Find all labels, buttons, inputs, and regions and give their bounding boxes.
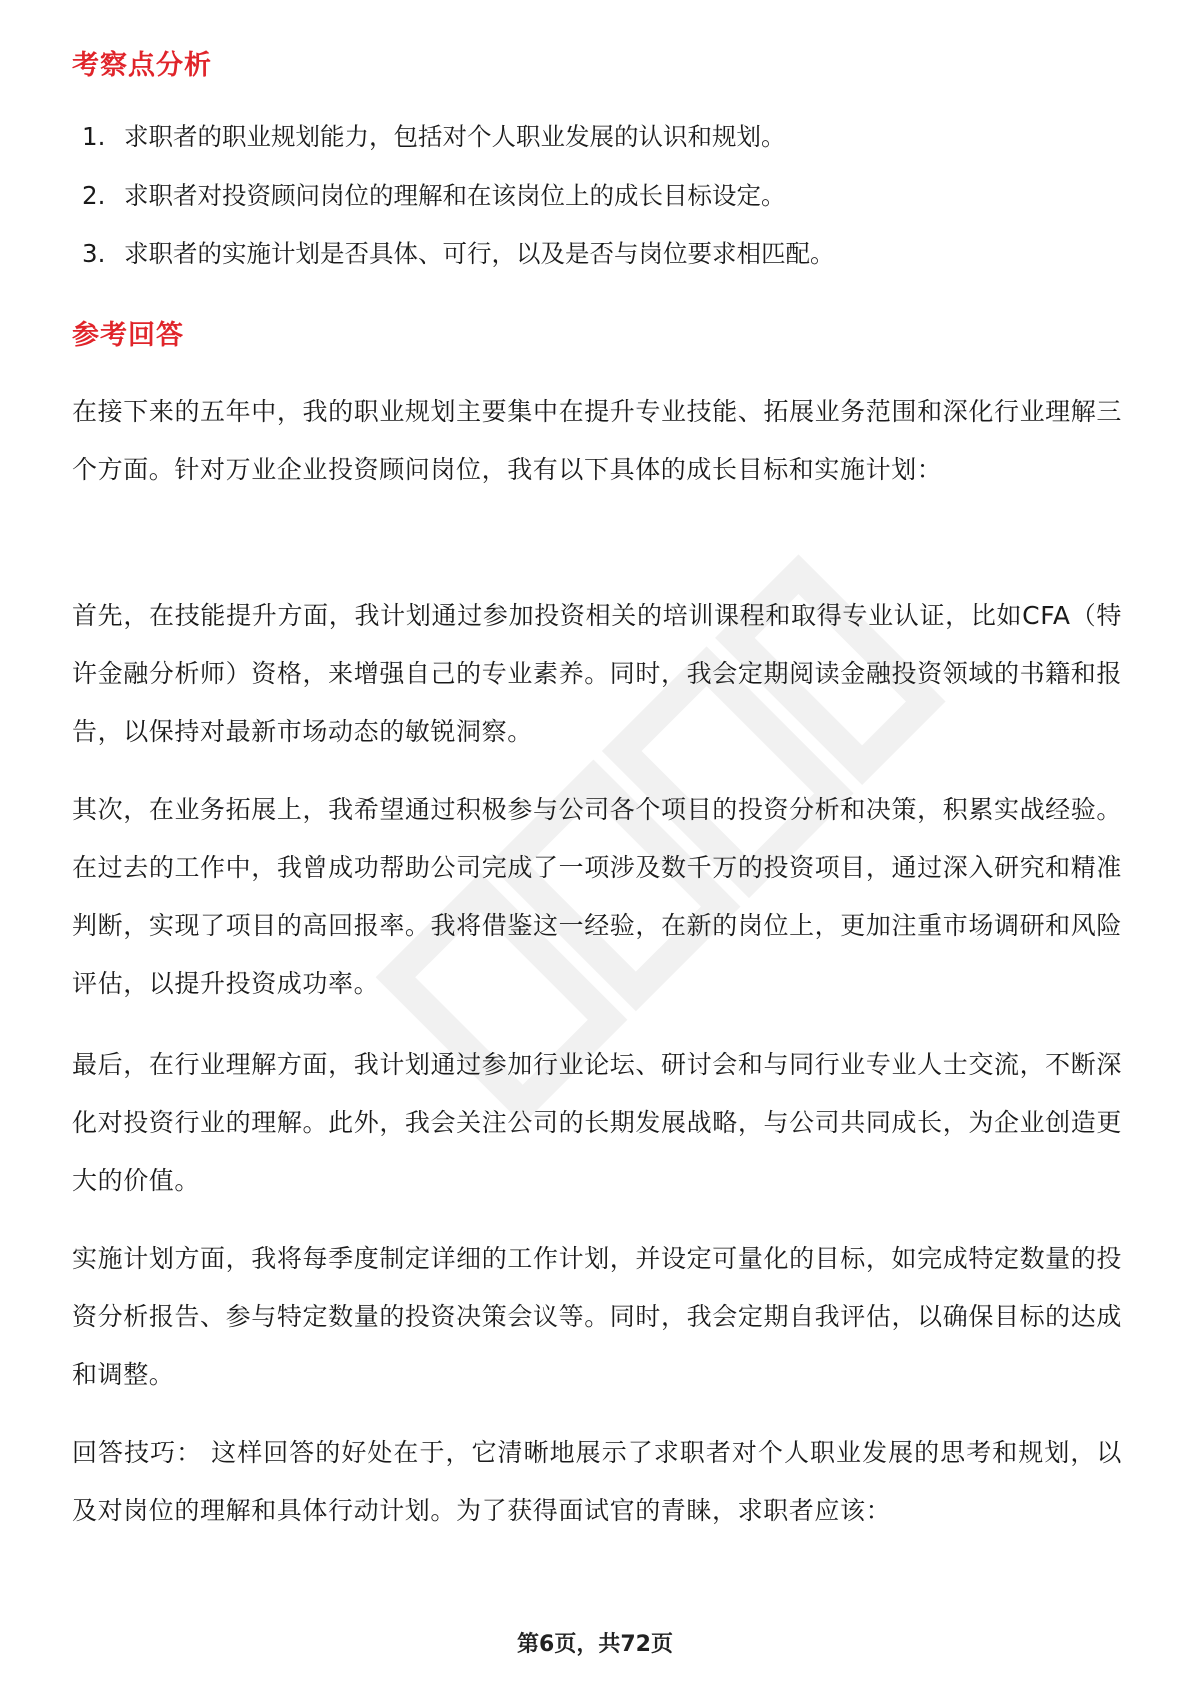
list-item-number: 1.	[82, 122, 106, 151]
answer-paragraph-plan: 实施计划方面，我将每季度制定详细的工作计划，并设定可量化的目标，如完成特定数量的投资分析报告、参与特定数量的投资决策会议等。同时，我会定期自我评估，以确保目标的达成和调整。	[72, 1244, 1122, 1389]
analysis-list	[82, 108, 1112, 284]
answer-paragraph-tips: 回答技巧： 这样回答的好处在于，它清晰地展示了求职者对个人职业发展的思考和规划，以及对岗位的理解和具体行动计划。为了获得面试官的青睐，求职者应该：	[72, 1438, 1122, 1525]
section-title-analysis: 考察点分析	[72, 50, 212, 81]
page-number: 第6页，共72页	[517, 1632, 673, 1657]
list-item-text: 求职者的职业规划能力，包括对个人职业发展的认识和规划。	[124, 122, 786, 151]
list-item-number: 3.	[82, 239, 106, 268]
answer-paragraph-industry: 最后，在行业理解方面，我计划通过参加行业论坛、研讨会和与同行业专业人士交流，不断深化对投资行业的理解。此外，我会关注公司的长期发展战略，与公司共同成长，为企业创造更大的价值。	[72, 1050, 1122, 1195]
list-item	[82, 225, 1112, 284]
list-item-text: 求职者的实施计划是否具体、可行，以及是否与岗位要求相匹配。	[124, 239, 835, 268]
section-title-answer: 参考回答	[72, 320, 184, 351]
list-item-number: 2.	[82, 180, 106, 210]
list-item	[82, 167, 1112, 226]
list-item-text: 求职者对投资顾问岗位的理解和在该岗位上的成长目标设定。	[124, 180, 786, 210]
answer-paragraph-skills: 首先，在技能提升方面，我计划通过参加投资相关的培训课程和取得专业认证，比如CFA（特许金融分析师）资格，来增强自己的专业素养。同时，我会定期阅读金融投资领域的书籍和报告，以保持对最新市场动态的敏锐洞察。	[72, 601, 1122, 746]
list-item	[82, 108, 1112, 167]
answer-paragraph-intro: 在接下来的五年中，我的职业规划主要集中在提升专业技能、拓展业务范围和深化行业理解三个方面。针对万业企业投资顾问岗位，我有以下具体的成长目标和实施计划：	[72, 397, 1122, 484]
answer-paragraph-business: 其次，在业务拓展上，我希望通过积极参与公司各个项目的投资分析和决策，积累实战经验。在过去的工作中，我曾成功帮助公司完成了一项涉及数千万的投资项目，通过深入研究和精准判断，实现了项目的高回报率。我将借鉴这一经验，在新的岗位上，更加注重市场调研和风险评估，以提升投资成功率。	[72, 795, 1122, 998]
